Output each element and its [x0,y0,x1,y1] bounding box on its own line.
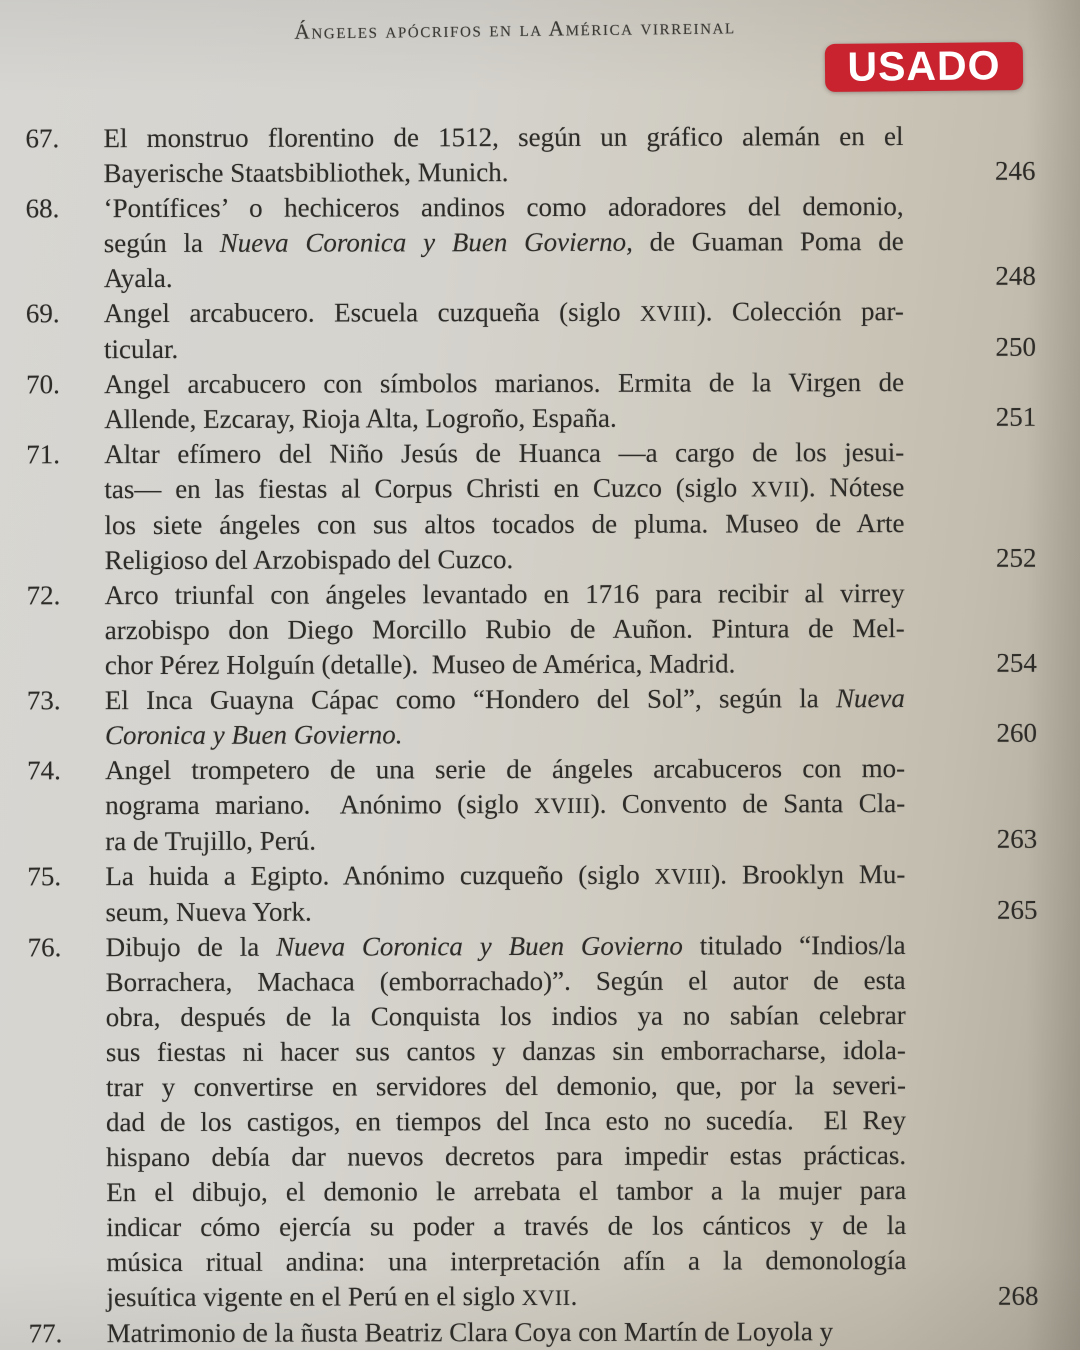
entry-page-number: 251 [995,401,1037,432]
illustration-entry [26,435,1036,579]
entry-page-number: 263 [996,823,1038,854]
entry-text: El Inca Guayna Cápac como “Hondero del Sol”, según la Nueva Coronica y Buen Govierno. [104,683,905,751]
entry-text: El monstruo florentino de 1512, según un gráfico alemán en el Bayerische Staatsbibliothek, Munich. [103,121,904,189]
entry-page-number: 252 [995,542,1037,573]
illustration-entry [26,294,1036,368]
entry-page-number: 265 [996,894,1038,925]
illustration-entry [29,1314,1039,1350]
entry-text: ‘Pontífices’ o hechiceros andinos como adoradores del demonio, según la Nueva Coronica y Buen Govierno, de Guaman Poma de Ayala. [103,191,904,294]
entry-number: 67. [25,123,60,154]
entry-number: 71. [26,439,61,470]
entry-text: Dibujo de la Nueva Coronica y Buen Govierno titulado “Indios/la Borrachera, Machaca (emborrachado)”. Según el autor de esta obra, después de la Conquista los indios ya no sabían celebrar sus fiestas ni hacer sus cantos y danzas sin emborracharse, idola- trar y convertirse en servidores del demonio, que, por la severi- dad de los castigos, en tiempos del Inca esto no sucedía. El Rey hispano debía dar nuevos decretos para impedir estas prácticas. En el dibujo, el demonio le arrebata el tambor a la mujer para indicar cómo ejercía su poder a través de los cánticos y de la música ritual andina: una interpretación afín a la demonología jesuítica vigente en el Perú en el siglo XVII. [105,930,907,1313]
entry-page-number: 268 [997,1280,1039,1311]
entry-number: 69. [25,298,60,329]
illustration-entry [27,681,1037,754]
illustration-entry [28,928,1039,1317]
entry-text: Angel trompetero de una serie de ángeles arcabuceros con mo- nograma mariano. Anónimo (siglo XVIII). Convento de Santa Cla- ra de Trujillo, Perú. [105,753,906,857]
entry-text: Altar efímero del Niño Jesús de Huanca —a cargo de los jesui- tas— en las fiestas al Corpus Christi en Cuzco (siglo XVII). Nótese los siete ángeles con sus altos tocados de pluma. Museo de Arte Religioso del Arzobispado del Cuzco. [104,437,905,576]
entry-page-number: 250 [995,331,1037,362]
entry-text: La huida a Egipto. Anónimo cuzqueño (siglo XVIII). Brooklyn Mu- seum, Nueva York. [105,859,906,928]
illustration-entry [27,751,1037,860]
running-header-title: Ángeles apócrifos en la América virreinal [294,14,736,44]
entry-text: Angel arcabucero con símbolos marianos. Ermita de la Virgen de Allende, Ezcaray, Rioja Alta, Logroño, España. [104,367,905,435]
entry-number: 76. [27,932,62,963]
entry-text: Angel arcabucero. Escuela cuzqueña (siglo XVIII). Colección par- ticular. [103,296,904,365]
entry-number: 74. [27,755,61,786]
entry-text: Arco triunfal con ángeles levantado en 1716 para recibir al virrey arzobispo don Diego Morcillo Rubio de Auñon. Pintura de Mel- chor Pérez Holguín (detalle). Museo de América, Madrid. [104,578,905,681]
entry-number: 75. [27,861,62,892]
entry-text: Matrimonio de la ñusta Beatriz Clara Coya con Martín de Loyola y [106,1316,834,1349]
entry-page-number: 254 [996,647,1037,678]
entry-number: 70. [26,369,60,400]
illustration-entry [27,857,1037,931]
illustration-entry [27,576,1037,684]
illustration-entry [25,119,1035,192]
entry-number: 77. [28,1318,63,1349]
illustration-entry [26,189,1036,297]
usado-badge: USADO [825,42,1023,92]
illustrations-list [25,119,1038,1350]
entry-page-number: 246 [994,155,1036,186]
entry-page-number: 260 [996,717,1038,748]
entry-number: 68. [25,193,60,224]
illustration-entry [26,365,1036,438]
entry-number: 72. [26,580,61,611]
entry-number: 73. [26,685,61,716]
entry-page-number: 248 [995,260,1036,291]
